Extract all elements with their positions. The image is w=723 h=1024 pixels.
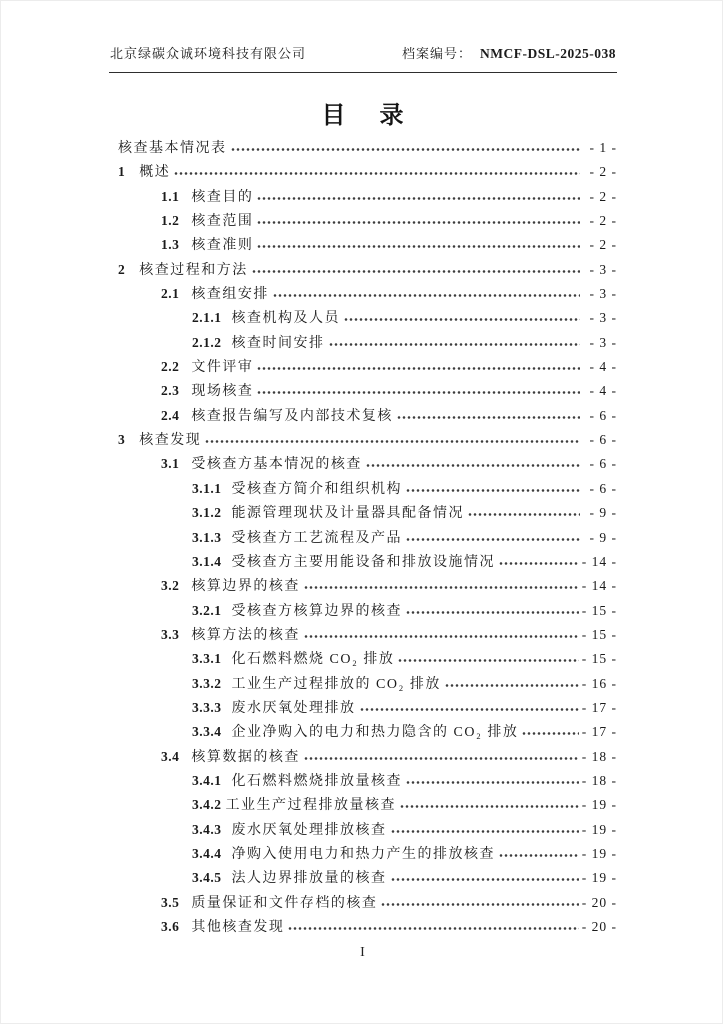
toc-entry[interactable]: [111, 527, 617, 551]
toc-entry-page: - 2 -: [589, 188, 617, 204]
toc-entry[interactable]: [111, 283, 617, 307]
dot-leader: [257, 220, 580, 225]
toc-entry-number: 3.5: [161, 894, 180, 910]
archive-number: [402, 43, 616, 62]
toc-entry-number: 2.2: [161, 359, 180, 375]
toc-entry[interactable]: [111, 332, 617, 356]
dot-leader: [381, 902, 578, 907]
dot-leader: [391, 829, 579, 834]
toc-entry-page: - 19 -: [581, 870, 617, 886]
toc-entry[interactable]: [111, 624, 617, 648]
dot-leader: [257, 366, 580, 371]
toc-entry-number: 3.1.2: [192, 505, 222, 521]
toc-entry-page: - 19 -: [581, 845, 617, 861]
toc-entry-number: 1: [118, 164, 126, 180]
toc-entry[interactable]: [111, 770, 617, 794]
toc-entry-title: 核查报告编写及内部技术复核: [191, 408, 393, 424]
dot-leader: [406, 610, 579, 615]
toc-entry-title: 核查发现: [139, 433, 202, 449]
toc-entry-title: 受核查方工艺流程及产品: [231, 530, 402, 546]
dot-leader: [329, 342, 581, 347]
dot-leader: [397, 415, 580, 420]
toc-entry-number: 3.6: [161, 919, 180, 934]
toc-entry-title: 核查过程和方法: [139, 262, 248, 278]
toc-entry-page: - 20 -: [581, 894, 617, 910]
toc-entry[interactable]: [111, 551, 617, 575]
toc-entry-page: - 6 -: [589, 480, 617, 496]
dot-leader: [273, 293, 580, 298]
toc-entry-number: 2.4: [161, 407, 180, 423]
toc-entry-number: 3.1.4: [192, 553, 222, 569]
toc-entry-title: 概述: [139, 165, 171, 181]
toc-entry-title: 核查组安排: [191, 287, 269, 303]
toc-entry-title: 能源管理现状及计量器具配备情况: [231, 506, 464, 522]
toc-entry-page: - 9 -: [589, 505, 617, 521]
toc-entry[interactable]: [111, 648, 617, 672]
toc-entry-number: 3.4.3: [192, 821, 222, 837]
toc-entry-number: 2.1: [161, 286, 180, 302]
toc-entry-page: - 3 -: [589, 310, 617, 326]
header-rule: [109, 72, 617, 73]
toc-entry-page: - 1 -: [589, 140, 617, 155]
dot-leader: [398, 658, 578, 663]
toc-entry-title: 化石燃料燃烧 CO₂ 排放: [231, 652, 395, 668]
toc-entry-title: 核查机构及人员: [231, 311, 340, 327]
toc-entry-page: - 16 -: [581, 675, 617, 691]
toc-entry-number: 3.4.2: [192, 797, 222, 813]
toc-entry-number: 1.3: [161, 237, 180, 253]
toc-entry[interactable]: [111, 502, 617, 526]
toc-entry-page: - 2 -: [589, 237, 617, 253]
toc-entry-page: - 2 -: [589, 164, 617, 180]
toc-entry-number: 1.2: [161, 213, 180, 229]
toc-entry-title: 核查基本情况表: [118, 141, 227, 156]
toc-entry-number: 3.3.2: [192, 675, 222, 691]
toc-entry[interactable]: [111, 356, 617, 380]
toc-entry[interactable]: [111, 721, 617, 745]
dot-leader: [406, 780, 579, 785]
toc-entry-page: - 2 -: [589, 213, 617, 229]
toc-entry[interactable]: [111, 259, 617, 283]
toc-entry-number: 3.3.4: [192, 724, 222, 740]
toc-entry[interactable]: [111, 478, 617, 502]
toc-entry-page: - 9 -: [589, 529, 617, 545]
toc-entry-number: 3.1: [161, 456, 180, 472]
toc-entry[interactable]: [111, 234, 617, 258]
toc-entry[interactable]: [111, 673, 617, 697]
toc-entry-number: 3.4.4: [192, 845, 222, 861]
toc-entry-number: 2: [118, 261, 126, 277]
toc-entry[interactable]: [111, 746, 617, 770]
toc-entry-page: - 14 -: [581, 553, 617, 569]
toc-list: [111, 137, 617, 940]
dot-leader: [257, 390, 580, 395]
toc-entry-title: 受核查方核算边界的核查: [231, 603, 402, 619]
toc-entry[interactable]: [111, 867, 617, 891]
document-header: [110, 43, 616, 62]
toc-entry-number: 3.1.1: [192, 480, 222, 496]
toc-entry[interactable]: [111, 575, 617, 599]
toc-entry-title: 净购入使用电力和热力产生的排放核查: [231, 846, 495, 862]
toc-entry-page: - 19 -: [581, 797, 617, 813]
dot-leader: [522, 731, 578, 736]
toc-entry-number: 3.4.1: [192, 772, 222, 788]
toc-entry-title: 受核查方主要用能设备和排放设施情况: [231, 554, 495, 570]
toc-entry-page: - 18 -: [581, 772, 617, 788]
dot-leader: [406, 537, 580, 542]
toc-entry[interactable]: [111, 380, 617, 404]
toc-entry-title: 其他核查发现: [191, 920, 285, 935]
toc-entry-page: - 4 -: [589, 359, 617, 375]
toc-entry-page: - 15 -: [581, 602, 617, 618]
archive-label: 档案编号：: [401, 46, 472, 61]
dot-leader: [366, 463, 580, 468]
toc-title: 目 录: [321, 103, 418, 129]
toc-entry-page: - 18 -: [581, 748, 617, 764]
toc-entry-number: 3.2.1: [192, 602, 222, 618]
dot-leader: [288, 926, 578, 931]
toc-entry-title: 化石燃料燃烧排放量核查: [231, 773, 402, 789]
toc-entry-number: 3.3.3: [192, 699, 222, 715]
dot-leader: [499, 853, 579, 858]
toc-entry-page: - 15 -: [581, 651, 617, 667]
toc-entry[interactable]: [111, 892, 617, 916]
dot-leader: [344, 317, 580, 322]
toc-entry-title: 核算数据的核查: [191, 749, 300, 765]
toc-entry-number: 3.3: [161, 626, 180, 642]
toc-entry-number: 3.3.1: [192, 651, 222, 667]
company-name: 北京绿碳众诚环境科技有限公司: [110, 46, 307, 61]
dot-leader: [360, 707, 579, 712]
dot-leader: [304, 585, 579, 590]
toc-entry[interactable]: [111, 697, 617, 721]
toc-entry[interactable]: [111, 405, 617, 429]
toc-entry-title: 受核查方基本情况的核查: [191, 457, 362, 473]
toc-entry[interactable]: [111, 600, 617, 624]
toc-entry-page: - 6 -: [589, 432, 617, 448]
toc-entry[interactable]: [111, 161, 617, 185]
toc-entry-title: 工业生产过程排放量核查: [225, 798, 396, 814]
toc-entry-page: - 20 -: [581, 919, 617, 934]
toc-entry[interactable]: [111, 819, 617, 843]
toc-entry-page: - 15 -: [581, 626, 617, 642]
toc-entry-page: - 6 -: [589, 407, 617, 423]
toc-entry-title: 核查范围: [191, 214, 254, 230]
dot-leader: [406, 488, 580, 493]
toc-entry[interactable]: [111, 137, 617, 161]
dot-leader: [391, 877, 579, 882]
toc-entry-number: 3: [118, 432, 126, 448]
toc-entry-title: 废水厌氧处理排放核查: [231, 822, 387, 838]
dot-leader: [205, 439, 580, 444]
toc-entry-number: 3.4.5: [192, 870, 222, 886]
dot-leader: [400, 804, 579, 809]
toc-entry-number: 2.1.1: [192, 310, 222, 326]
dot-leader: [231, 147, 581, 152]
toc-entry[interactable]: [111, 429, 617, 453]
toc-entry-page: - 4 -: [589, 383, 617, 399]
dot-leader: [499, 561, 579, 566]
dot-leader: [304, 634, 579, 639]
dot-leader: [445, 683, 579, 688]
toc-entry-title: 现场核查: [191, 384, 254, 400]
toc-entry-page: - 19 -: [581, 821, 617, 837]
archive-code: NMCF-DSL-2025-038: [480, 46, 616, 61]
dot-leader: [257, 244, 580, 249]
toc-entry[interactable]: [111, 210, 617, 234]
toc-entry-page: - 14 -: [581, 578, 617, 594]
toc-entry-number: 3.2: [161, 578, 180, 594]
toc-entry-number: 3.4: [161, 748, 180, 764]
toc-entry-page: - 3 -: [589, 286, 617, 302]
toc-entry[interactable]: [111, 916, 617, 940]
dot-leader: [252, 269, 580, 274]
toc-entry-page: - 3 -: [589, 261, 617, 277]
toc-entry-number: 2.1.2: [192, 334, 222, 350]
toc-entry-page: - 17 -: [581, 724, 617, 740]
toc-entry[interactable]: [111, 843, 617, 867]
toc-entry-title: 法人边界排放量的核查: [231, 871, 387, 887]
dot-leader: [257, 196, 580, 201]
toc-entry-title: 核查时间安排: [231, 335, 325, 351]
toc-entry-number: 1.1: [161, 188, 180, 204]
dot-leader: [174, 171, 580, 176]
toc-entry[interactable]: [111, 453, 617, 477]
toc-entry-title: 废水厌氧处理排放: [231, 700, 356, 716]
toc-entry-title: 受核查方简介和组织机构: [231, 481, 402, 497]
dot-leader: [304, 756, 579, 761]
dot-leader: [468, 512, 580, 517]
toc-entry[interactable]: [111, 307, 617, 331]
toc-entry-title: 核查准则: [191, 238, 254, 254]
toc-entry-page: - 17 -: [581, 699, 617, 715]
toc-entry-title: 核算方法的核查: [191, 627, 300, 643]
toc-entry[interactable]: [111, 186, 617, 210]
toc-entry-title: 质量保证和文件存档的核查: [191, 895, 378, 911]
toc-entry-title: 工业生产过程排放的 CO₂ 排放: [231, 676, 441, 692]
toc-entry-title: 文件评审: [191, 360, 254, 376]
toc-entry-page: - 3 -: [589, 334, 617, 350]
toc-entry-title: 核查目的: [191, 189, 254, 205]
page-number-footer: I: [360, 945, 365, 960]
toc-entry[interactable]: [111, 794, 617, 818]
toc-entry-number: 2.3: [161, 383, 180, 399]
toc-entry-title: 核算边界的核查: [191, 579, 300, 595]
toc-entry-title: 企业净购入的电力和热力隐含的 CO₂ 排放: [231, 725, 519, 741]
toc-entry-page: - 6 -: [589, 456, 617, 472]
toc-entry-number: 3.1.3: [192, 529, 222, 545]
